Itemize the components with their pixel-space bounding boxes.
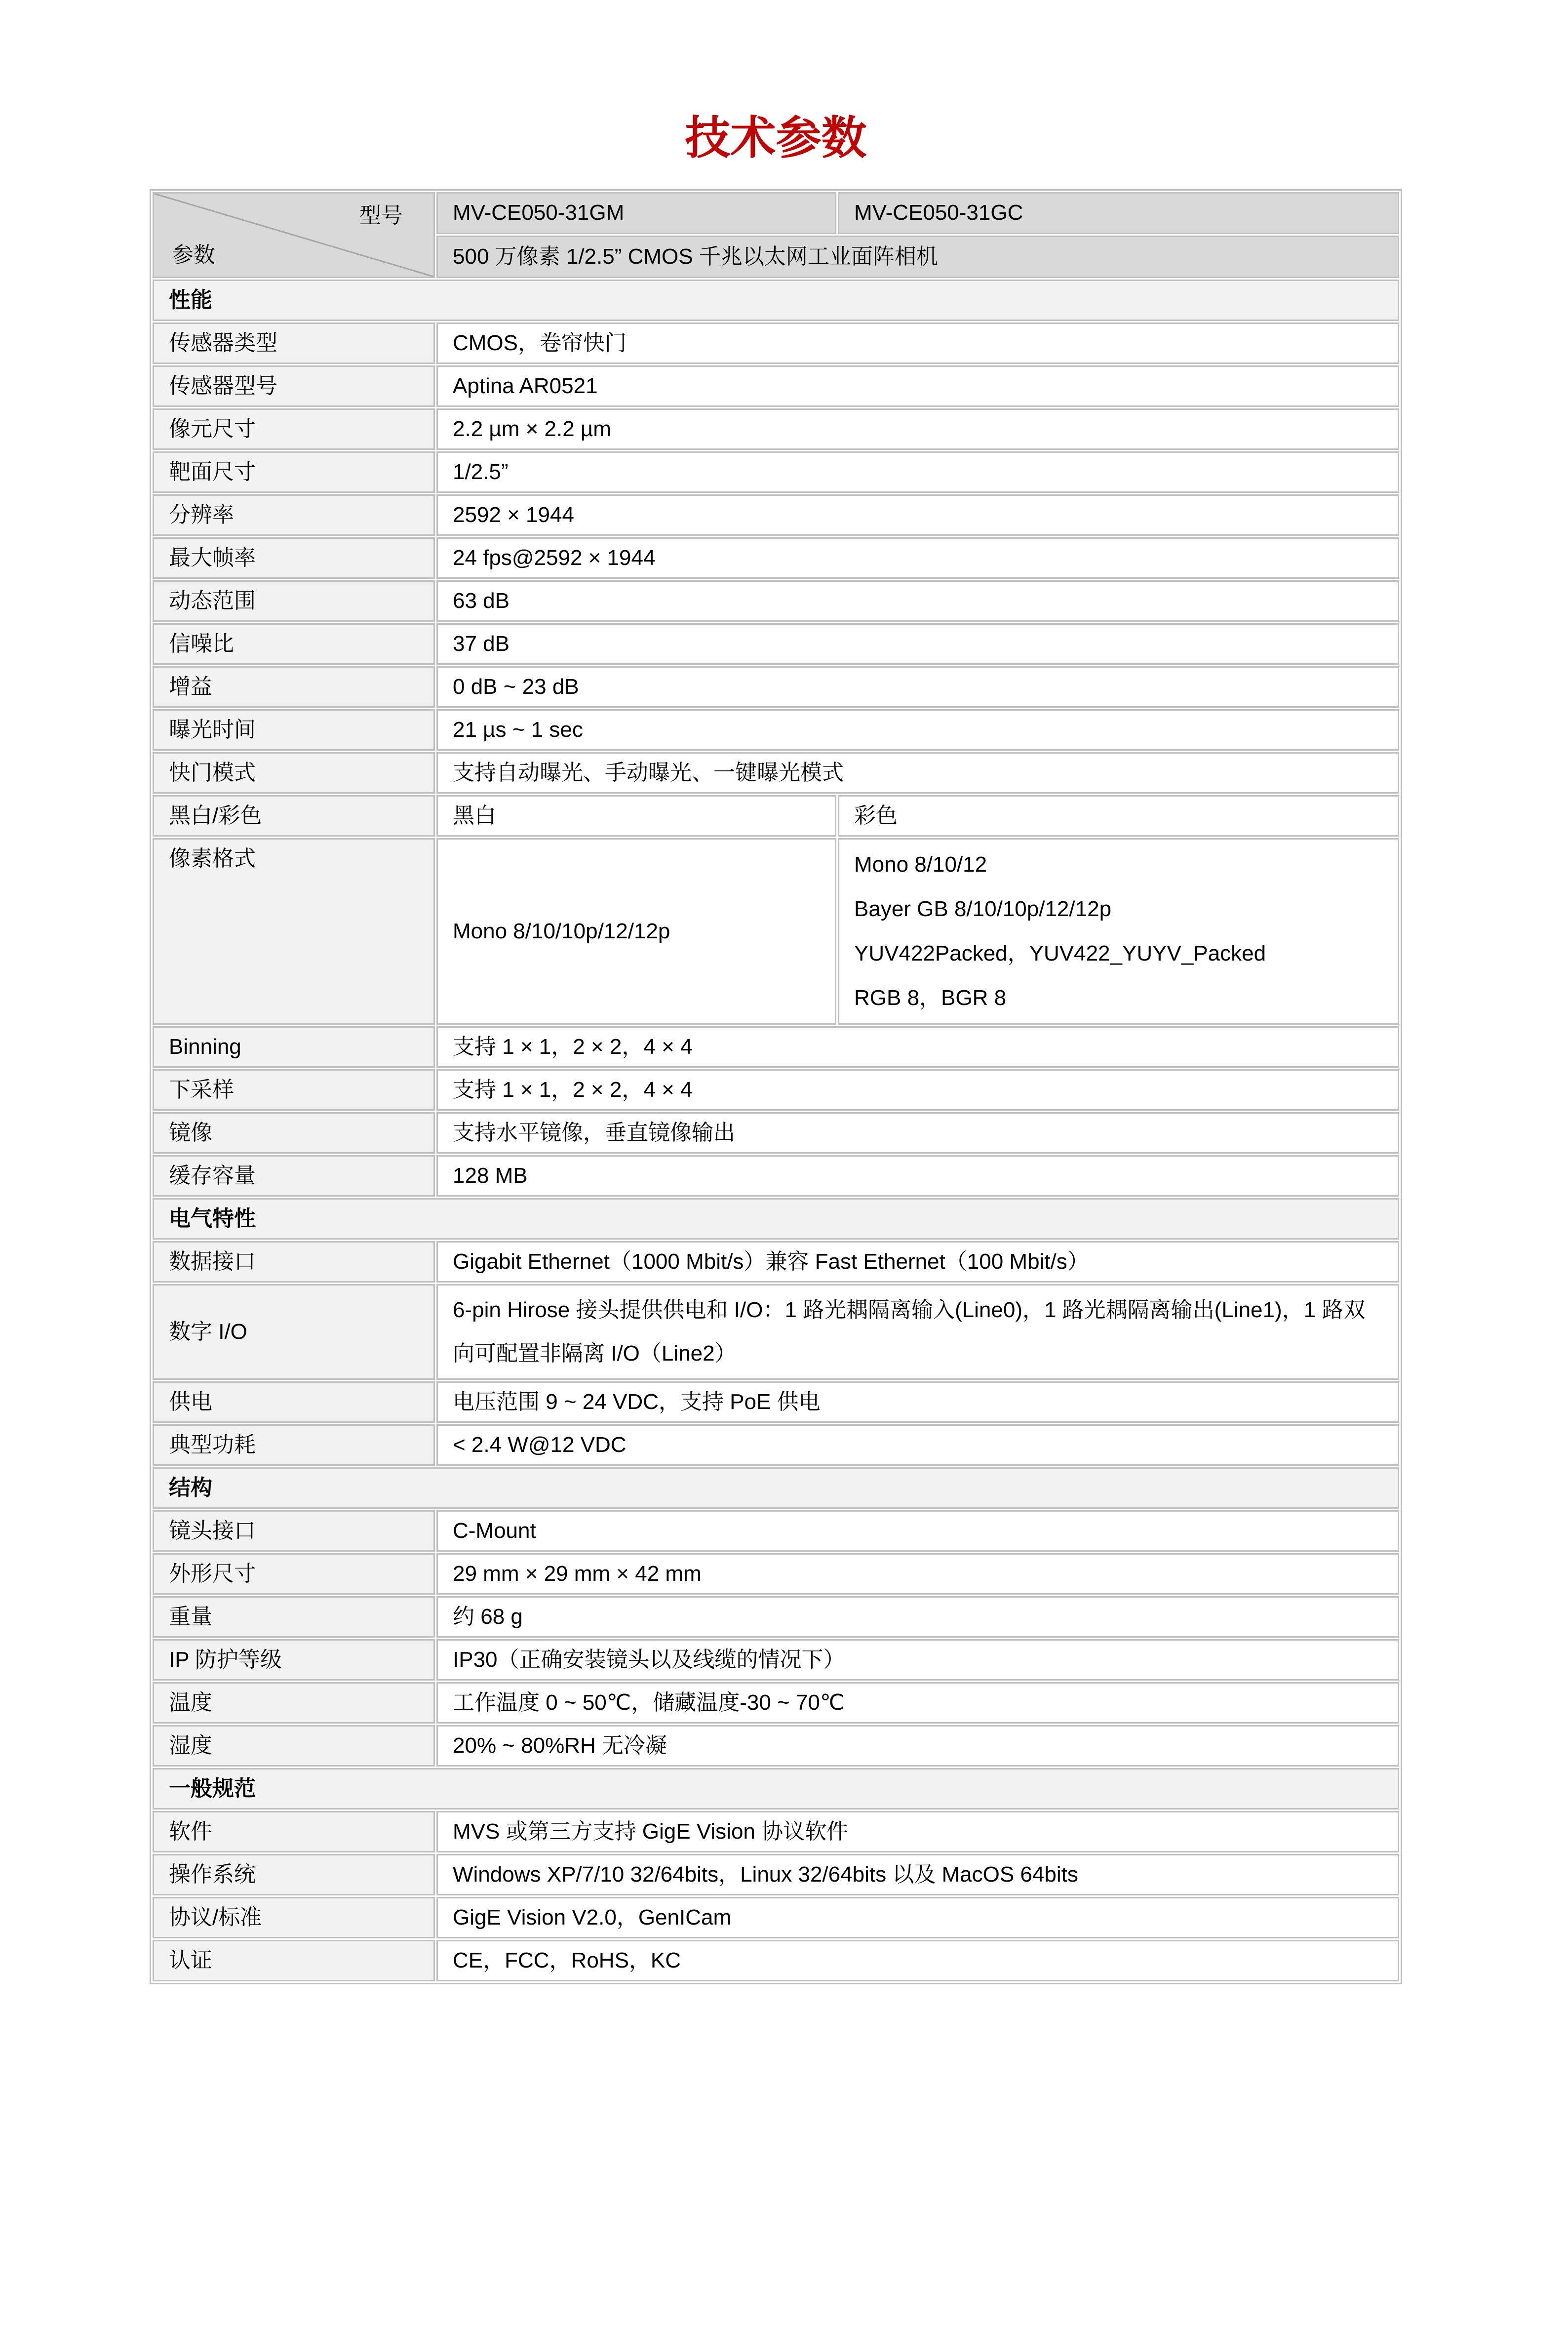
spec-value-cell: 1/2.5” [436, 451, 1399, 493]
pixel-format-row [153, 838, 1399, 1025]
spec-label-cell: 数据接口 [153, 1241, 435, 1283]
spec-value-cell: 0 dB ~ 23 dB [436, 666, 1399, 708]
spec-value-cell: 2.2 µm × 2.2 µm [436, 408, 1399, 450]
spec-label-cell: 湿度 [153, 1725, 435, 1767]
spec-label-cell: 重量 [153, 1596, 435, 1638]
spec-label-cell: 增益 [153, 666, 435, 708]
spec-row [153, 1241, 1399, 1283]
spec-label-cell: 快门模式 [153, 752, 435, 794]
spec-row [153, 580, 1399, 622]
spec-value-cell: CE，FCC，RoHS，KC [436, 1940, 1399, 1981]
pixel-format-line: RGB 8，BGR 8 [854, 985, 1007, 1010]
spec-label-cell: 操作系统 [153, 1854, 435, 1895]
spec-value-cell: Gigabit Ethernet（1000 Mbit/s）兼容 Fast Ethernet（100 Mbit/s） [436, 1241, 1399, 1283]
document-page [0, 115, 1568, 2332]
spec-row [153, 1510, 1399, 1552]
spec-row [153, 1155, 1399, 1197]
spec-label-cell: 典型功耗 [153, 1424, 435, 1466]
spec-value-cell: 电压范围 9 ~ 24 VDC，支持 PoE 供电 [436, 1381, 1399, 1423]
pixel-format-line: Mono 8/10/12 [854, 852, 987, 877]
spec-row [153, 1639, 1399, 1681]
spec-row [153, 408, 1399, 450]
spec-value-cell: 2592 × 1944 [436, 494, 1399, 536]
spec-row [153, 666, 1399, 708]
spec-value-cell: 128 MB [436, 1155, 1399, 1197]
spec-label-cell: Binning [153, 1026, 435, 1068]
spec-value-cell: C-Mount [436, 1510, 1399, 1552]
spec-label-cell: 下采样 [153, 1069, 435, 1111]
spec-value-cell: 24 fps@2592 × 1944 [436, 537, 1399, 579]
spec-row [153, 322, 1399, 364]
spec-value-cell: 63 dB [436, 580, 1399, 622]
spec-value-cell: 约 68 g [436, 1596, 1399, 1638]
spec-value-cell: MVS 或第三方支持 GigE Vision 协议软件 [436, 1811, 1399, 1852]
spec-label-cell: 缓存容量 [153, 1155, 435, 1197]
spec-row [153, 1284, 1399, 1380]
spec-row [153, 1811, 1399, 1852]
spec-value-cell: < 2.4 W@12 VDC [436, 1424, 1399, 1466]
spec-row [153, 1026, 1399, 1068]
spec-row [153, 1553, 1399, 1595]
spec-label-cell: 传感器型号 [153, 365, 435, 407]
section-header-structure: 结构 [153, 1467, 1399, 1509]
spec-row [153, 365, 1399, 407]
section-header-general: 一般规范 [153, 1768, 1399, 1809]
spec-row [153, 1940, 1399, 1981]
spec-row [153, 1897, 1399, 1938]
spec-label-cell: 认证 [153, 1940, 435, 1981]
spec-row [153, 537, 1399, 579]
corner-param-label: 参数 [172, 242, 215, 267]
spec-row [153, 752, 1399, 794]
spec-row [153, 1112, 1399, 1154]
spec-value-cell: Windows XP/7/10 32/64bits，Linux 32/64bits 以及 MacOS 64bits [436, 1854, 1399, 1895]
spec-row [153, 1596, 1399, 1638]
mono-color-row [153, 795, 1399, 837]
section-header-performance: 性能 [153, 280, 1399, 321]
model-mono-cell: MV-CE050-31GM [436, 192, 836, 235]
section-row [153, 1198, 1399, 1240]
spec-label-cell: IP 防护等级 [153, 1639, 435, 1681]
spec-label-cell: 信噪比 [153, 623, 435, 665]
section-row [153, 1467, 1399, 1509]
spec-label-cell: 动态范围 [153, 580, 435, 622]
model-header-row [153, 192, 1399, 235]
spec-label-cell: 外形尺寸 [153, 1553, 435, 1595]
mono-column-cell: 黑白 [436, 795, 836, 837]
spec-label-cell: 软件 [153, 1811, 435, 1852]
spec-label-cell: 分辨率 [153, 494, 435, 536]
spec-value-cell: 37 dB [436, 623, 1399, 665]
spec-value-cell: 支持 1 × 1，2 × 2，4 × 4 [436, 1069, 1399, 1111]
spec-value-cell: 工作温度 0 ~ 50℃，储藏温度-30 ~ 70℃ [436, 1682, 1399, 1724]
spec-row [153, 1424, 1399, 1466]
spec-row [153, 1725, 1399, 1767]
section-header-electrical: 电气特性 [153, 1198, 1399, 1240]
spec-value-cell: GigE Vision V2.0，GenICam [436, 1897, 1399, 1938]
spec-value-cell: IP30（正确安装镜头以及线缆的情况下） [436, 1639, 1399, 1681]
spec-value-cell: Aptina AR0521 [436, 365, 1399, 407]
spec-label-cell: 数字 I/O [153, 1284, 435, 1380]
spec-label-cell: 供电 [153, 1381, 435, 1423]
spec-row [153, 1854, 1399, 1895]
spec-label-cell: 温度 [153, 1682, 435, 1724]
spec-value-cell: CMOS，卷帘快门 [436, 322, 1399, 364]
spec-value-cell: 支持 1 × 1，2 × 2，4 × 4 [436, 1026, 1399, 1068]
color-column-cell: 彩色 [838, 795, 1399, 837]
spec-label-cell: 曝光时间 [153, 709, 435, 751]
spec-label-cell: 传感器类型 [153, 322, 435, 364]
section-row [153, 1768, 1399, 1809]
spec-label-cell: 靶面尺寸 [153, 451, 435, 493]
page-title: 技术参数 [685, 113, 867, 163]
camera-description-cell: 500 万像素 1/2.5” CMOS 千兆以太网工业面阵相机 [436, 236, 1399, 278]
pixel-format-mono-cell: Mono 8/10/10p/12/12p [436, 838, 836, 1025]
spec-row [153, 709, 1399, 751]
spec-row [153, 1069, 1399, 1111]
spec-value-cell: 支持水平镜像，垂直镜像输出 [436, 1112, 1399, 1154]
section-row [153, 280, 1399, 321]
spec-value-cell: 支持自动曝光、手动曝光、一键曝光模式 [436, 752, 1399, 794]
pixel-format-line: YUV422Packed，YUV422_YUYV_Packed [854, 941, 1266, 965]
pixel-format-line: Bayer GB 8/10/10p/12/12p [854, 896, 1112, 921]
spec-row [153, 494, 1399, 536]
corner-cell [153, 192, 435, 278]
spec-label-cell: 镜像 [153, 1112, 435, 1154]
spec-value-cell: 20% ~ 80%RH 无冷凝 [436, 1725, 1399, 1767]
spec-row [153, 451, 1399, 493]
spec-label-cell: 像元尺寸 [153, 408, 435, 450]
model-color-cell: MV-CE050-31GC [838, 192, 1399, 235]
spec-label-cell: 黑白/彩色 [153, 795, 435, 837]
spec-value-cell: 21 µs ~ 1 sec [436, 709, 1399, 751]
spec-label-cell: 像素格式 [153, 838, 435, 1025]
spec-table [150, 189, 1402, 1984]
spec-label-cell: 最大帧率 [153, 537, 435, 579]
spec-value-cell: 29 mm × 29 mm × 42 mm [436, 1553, 1399, 1595]
spec-label-cell: 协议/标准 [153, 1897, 435, 1938]
spec-row [153, 623, 1399, 665]
corner-model-label: 型号 [359, 203, 403, 228]
pixel-format-color-cell [838, 838, 1399, 1025]
spec-label-cell: 镜头接口 [153, 1510, 435, 1552]
digital-io-value-cell: 6-pin Hirose 接头提供供电和 I/O：1 路光耦隔离输入(Line0)，1 路光耦隔离输出(Line1)，1 路双向可配置非隔离 I/O（Line2） [436, 1284, 1399, 1380]
spec-row [153, 1682, 1399, 1724]
spec-row [153, 1381, 1399, 1423]
